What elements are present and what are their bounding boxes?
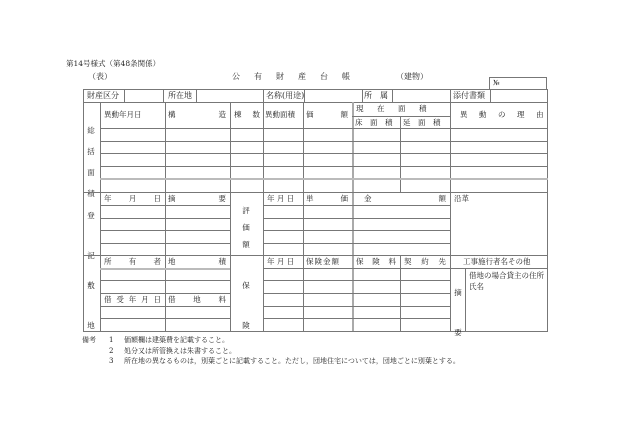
owner-header: 所 有 者 (104, 257, 161, 266)
attachments-label: 添付書類 (453, 91, 485, 100)
land-side-label: 敷 地 (87, 281, 95, 330)
col-structure: 構 造 (168, 110, 226, 119)
location-label: 所在地 (168, 91, 192, 100)
lease-fee-header: 借 地 料 (168, 295, 226, 304)
number-label: № (493, 79, 500, 87)
col-total-floor-area: 延 面 積 (403, 118, 441, 127)
note-1-text: 価額欄は建築費を記載すること。 (124, 336, 229, 344)
reg-summary-header: 摘 要 (168, 194, 226, 203)
note-2-number: 2 (109, 347, 114, 355)
registration-side-label: 登 記 (87, 211, 95, 260)
col-change-date: 異動年月日 (104, 110, 142, 119)
form-number: 第14号様式（第48条関係） (66, 59, 161, 68)
col-value: 価 額 (306, 110, 348, 119)
summary-side-label: 総 括 面 積 (87, 126, 95, 198)
remarks-label: 摘 要 (454, 288, 462, 337)
col-change-reason: 異 動 の 理 由 (460, 110, 546, 119)
note-3-text: 所在地の異なるものは，別葉ごとに記載すること。ただし，団地住宅については，団地ごとに別葉とする。 (124, 357, 460, 365)
history-header: 沿革 (454, 194, 469, 203)
name-use-label: 名称(用途) (266, 91, 305, 100)
col-floor-area: 床 面 積 (355, 118, 393, 127)
note-2-text: 処分又は所管換えは朱書すること。 (124, 347, 236, 355)
insured-amount-header: 保険金額 (306, 257, 340, 266)
belonging-label: 所 属 (364, 91, 388, 100)
side-label: （表） (88, 72, 112, 81)
valuation-label: 評 価 額 (242, 206, 250, 249)
note-1-number: 1 (109, 336, 114, 344)
notes-label: 備考 (82, 336, 96, 344)
insurance-label: 保 険 (242, 281, 250, 330)
property-class-label: 財産区分 (87, 91, 119, 100)
contractor-header: 契 約 先 (404, 257, 446, 266)
col-building-count: 棟 数 (234, 110, 260, 119)
valuation-date-header: 年 月 日 (267, 194, 295, 203)
lease-date-header: 借 受 年 月 日 (104, 295, 161, 304)
lessor-note: 借地の場合貸主の住所氏名 (469, 271, 544, 291)
ledger-title-suffix: （建物） (396, 72, 428, 81)
amount-header: 金 額 (364, 194, 446, 203)
insurance-date-header: 年 月 日 (267, 257, 295, 266)
col-change-area: 異動面積 (265, 110, 295, 119)
note-3-number: 3 (109, 357, 114, 365)
col-current-area: 現 在 面 積 (356, 104, 430, 113)
land-area-header: 地 積 (168, 257, 226, 266)
ledger-title: 公 有 財 産 台 帳 (232, 72, 353, 81)
builder-header: 工事施行者名その他 (463, 257, 531, 266)
unit-price-header: 単 価 (306, 194, 348, 203)
reg-date-header: 年 月 日 (104, 194, 161, 203)
premium-header: 保 険 料 (356, 257, 396, 266)
